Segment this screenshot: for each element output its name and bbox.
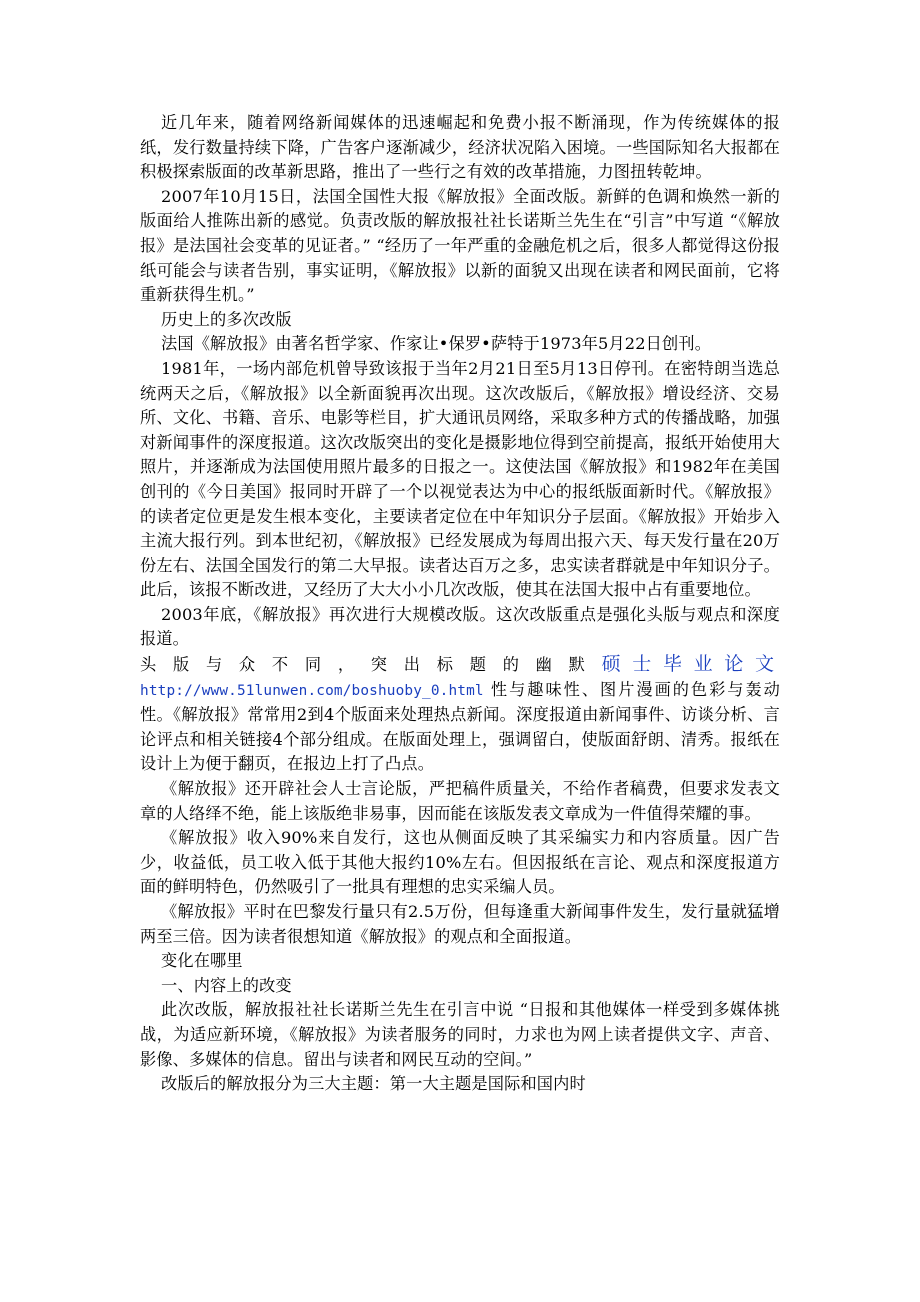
paragraph-circulation: 《解放报》平时在巴黎发行量只有2.5万份，但每逢重大新闻事件发生，发行量就猛增两至三倍。因为读者很想知道《解放报》的观点和全面报道。 — [140, 902, 780, 946]
document-page — [140, 111, 780, 1097]
paragraph-revenue: 《解放报》收入90%来自发行，这也从侧面反映了其采编实力和内容质量。因广告少，收益低，员工收入低于其他大报约10%左右。但因报纸在言论、观点和深度报道方面的鲜明特色，仍然吸引了一批具有理想的忠实采编人员。 — [140, 828, 780, 897]
thesis-link-text[interactable]: 硕士毕业论文 — [601, 653, 780, 676]
paragraph-2003-rest: 性与趣味性、图片漫画的色彩与轰动性。《解放报》常常用2到4个版面来处理热点新闻。深度报道由新闻事件、访谈分析、言论评点和相关链接4个部分组成。在版面处理上，强调留白，使版面舒朗、清秀。报纸在设计上为便于翻页，在报边上打了凸点。 — [140, 679, 781, 774]
section-heading-history: 历史上的多次改版 — [161, 309, 292, 329]
paragraph-2003-lead: 2003年底，《解放报》再次进行大规模改版。这次改版重点是强化头版与观点和深度报道。 — [140, 604, 780, 649]
paragraph-opinion-page: 《解放报》还开辟社会人士言论版，严把稿件质量关，不给作者稿费，但要求发表文章的人络绎不绝，能上该版绝非易事，因而能在该版发表文章成为一件值得荣耀的事。 — [140, 779, 780, 823]
paragraph-multimedia: 此次改版，解放报社社长诺斯兰先生在引言中说 “日报和其他媒体一样受到多媒体挑战，为适应新环境，《解放报》为读者服务的同时，力求也为网上读者提供文字、声音、影像、多媒体的信息。留出与读者和网民互动的空间。” — [140, 1000, 780, 1069]
paragraph-2003-spread-text: 头 版 与 众 不 同 ， 突 出 标 题 的 幽 默 — [140, 655, 591, 675]
thesis-link-url[interactable]: http://www.51lunwen.com/boshuoby_0.html — [140, 682, 484, 699]
subsection-heading-content: 一、内容上的改变 — [161, 975, 292, 995]
paragraph-founding: 法国《解放报》由著名哲学家、作家让•保罗•萨特于1973年5月22日创刊。 — [161, 334, 712, 354]
paragraph-2003-spread-line — [140, 652, 780, 678]
section-heading-changes: 变化在哪里 — [161, 951, 243, 971]
paragraph-intro: 近几年来，随着网络新闻媒体的迅速崛起和免费小报不断涌现，作为传统媒体的报纸，发行数量持续下降，广告客户逐渐减少，经济状况陷入困境。一些国际知名大报都在积极探索版面的改革新思路，推出了一些行之有效的改革措施，力图扭转乾坤。 — [140, 113, 780, 182]
paragraph-2003-redesign — [140, 603, 780, 777]
paragraph-1981-redesign: 1981年，一场内部危机曾导致该报于当年2月21日至5月13日停刊。在密特朗当选总统两天之后，《解放报》以全新面貌再次出现。这次改版后，《解放报》增设经济、交易所、文化、书籍、音乐、电影等栏目，扩大通讯员网络，采取多种方式的传播战略，加强对新闻事件的深度报道。这次改版突出的变化是摄影地位得到空前提高，报纸开始使用大照片，并逐渐成为法国使用照片最多的日报之一。这使法国《解放报》和1982年在美国创刊的《今日美国》报同时开辟了一个以视觉表达为中心的报纸版面新时代。《解放报》的读者定位更是发生根本变化，主要读者定位在中年知识分子层面。《解放报》开始步入主流大报行列。到本世纪初，《解放报》已经发展成为每周出报六天、每天发行量在20万份左右、法国全国发行的第二大早报。读者达百万之多，忠实读者群就是中年知识分子。此后，该报不断改进，又经历了大大小小几次改版，使其在法国大报中占有重要地位。 — [140, 358, 780, 600]
paragraph-three-themes: 改版后的解放报分为三大主题：第一大主题是国际和国内时 — [161, 1074, 586, 1094]
paragraph-relaunch-2007: 2007年10月15日，法国全国性大报《解放报》全面改版。新鲜的色调和焕然一新的版面给人推陈出新的感觉。负责改版的解放报社社长诺斯兰先生在“引言”中写道 “《解放报》是法国社会变革的见证者。” “经历了一年严重的金融危机之后，很多人都觉得这份报纸可能会与读者告别，事实证明，《解放报》以新的面貌又出现在读者和网民面前，它将重新获得生机。” — [140, 186, 780, 305]
